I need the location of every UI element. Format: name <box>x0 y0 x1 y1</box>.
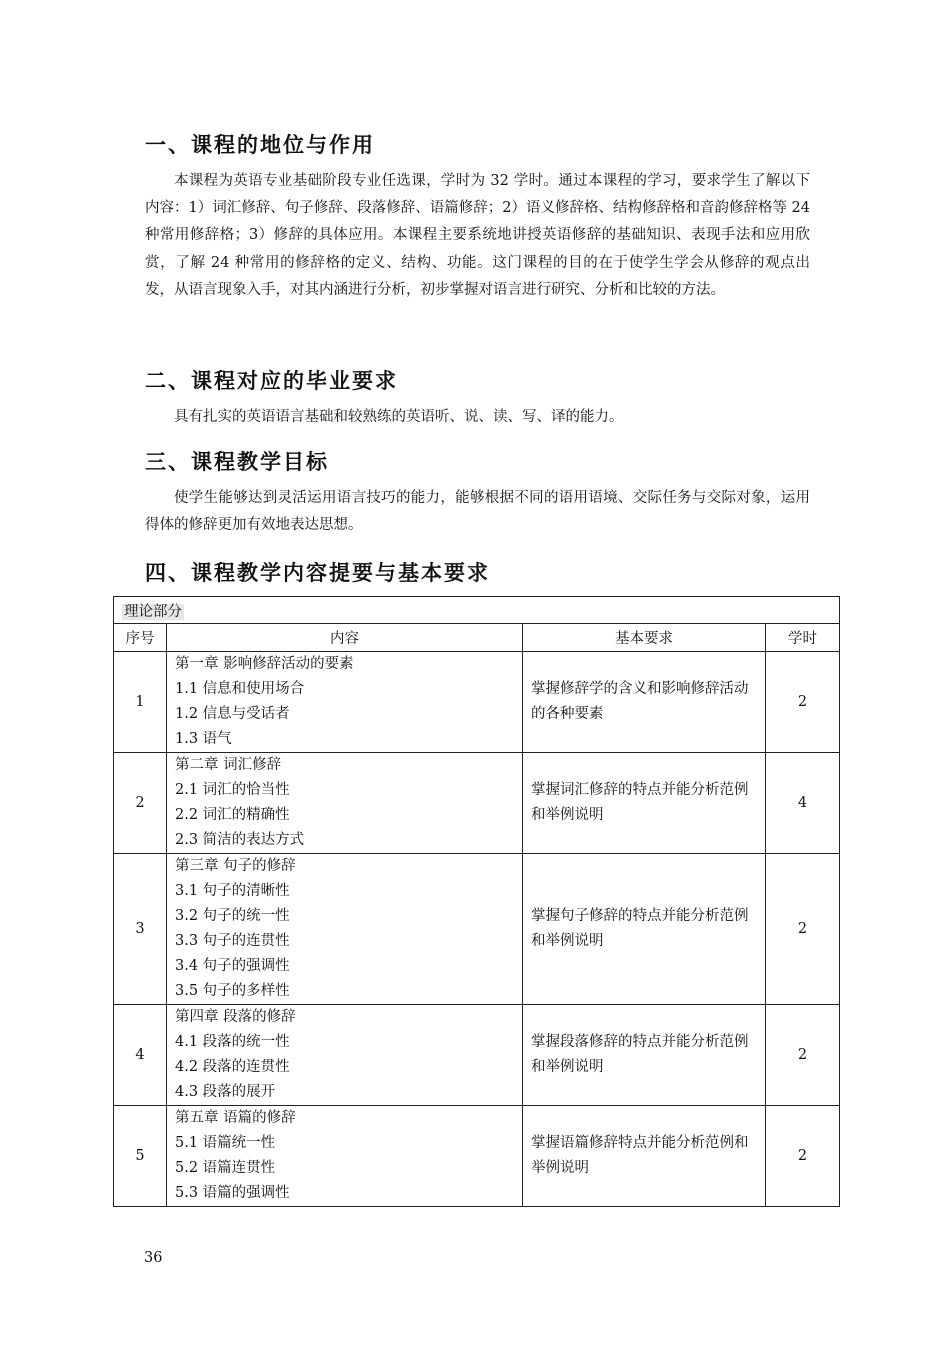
content-line: 1.1 信息和使用场合 <box>175 681 305 697</box>
table-part-cell <box>114 597 840 624</box>
content-line: 第三章 句子的修辞 <box>175 858 296 874</box>
row-number: 2 <box>114 753 167 854</box>
row-hours: 2 <box>766 652 840 753</box>
table-row <box>114 854 840 1005</box>
content-line: 第一章 影响修辞活动的要素 <box>175 656 354 672</box>
column-header-hours: 学时 <box>766 624 840 652</box>
content-line: 3.4 句子的强调性 <box>175 958 290 974</box>
content-line: 2.3 简洁的表达方式 <box>175 832 305 848</box>
row-requirement: 掌握语篇修辞特点并能分析范例和举例说明 <box>523 1106 766 1207</box>
table-header-row <box>114 624 840 652</box>
course-content-table <box>113 596 840 1207</box>
content-line: 3.3 句子的连贯性 <box>175 933 290 949</box>
content-line: 4.2 段落的连贯性 <box>175 1059 290 1075</box>
table-part-row <box>114 597 840 624</box>
row-number: 4 <box>114 1005 167 1106</box>
table-row <box>114 1005 840 1106</box>
table-row <box>114 1106 840 1207</box>
row-hours: 2 <box>766 1106 840 1207</box>
row-content <box>167 652 523 753</box>
content-line: 第二章 词汇修辞 <box>175 757 282 773</box>
section-heading-1: 一、课程的地位与作用 <box>145 133 375 157</box>
content-line: 3.1 句子的清晰性 <box>175 883 290 899</box>
content-line: 5.2 语篇连贯性 <box>175 1160 276 1176</box>
content-line: 5.1 语篇统一性 <box>175 1135 276 1151</box>
table-part-label: 理论部分 <box>124 603 182 620</box>
column-header-requirement: 基本要求 <box>523 624 766 652</box>
row-number: 5 <box>114 1106 167 1207</box>
section-heading-3: 三、课程教学目标 <box>145 450 329 474</box>
row-hours: 2 <box>766 1005 840 1106</box>
section-paragraph-2: 具有扎实的英语语言基础和较熟练的英语听、说、读、写、译的能力。 <box>174 409 624 425</box>
content-line: 第四章 段落的修辞 <box>175 1009 296 1025</box>
section-heading-4: 四、课程教学内容提要与基本要求 <box>145 561 490 585</box>
table-row <box>114 652 840 753</box>
row-content <box>167 854 523 1005</box>
section-heading-2: 二、课程对应的毕业要求 <box>145 369 398 393</box>
column-header-num: 序号 <box>114 624 167 652</box>
row-content <box>167 1005 523 1106</box>
row-requirement: 掌握句子修辞的特点并能分析范例和举例说明 <box>523 854 766 1005</box>
content-line: 3.2 句子的统一性 <box>175 908 290 924</box>
row-hours: 4 <box>766 753 840 854</box>
content-line: 5.3 语篇的强调性 <box>175 1185 290 1201</box>
row-number: 1 <box>114 652 167 753</box>
content-line: 4.3 段落的展开 <box>175 1084 276 1100</box>
content-line: 4.1 段落的统一性 <box>175 1034 290 1050</box>
content-line: 第五章 语篇的修辞 <box>175 1110 296 1126</box>
content-line: 2.2 词汇的精确性 <box>175 807 290 823</box>
section-paragraph-3: 使学生能够达到灵活运用语言技巧的能力，能够根据不同的语用语境、交际任务与交际对象，运用得体的修辞更加有效地表达思想。 <box>145 490 810 534</box>
row-content <box>167 753 523 854</box>
row-requirement: 掌握段落修辞的特点并能分析范例和举例说明 <box>523 1005 766 1106</box>
table-row <box>114 753 840 854</box>
row-content <box>167 1106 523 1207</box>
content-line: 1.3 语气 <box>175 731 232 747</box>
content-line: 1.2 信息与受话者 <box>175 706 290 722</box>
row-number: 3 <box>114 854 167 1005</box>
page-number: 36 <box>144 1250 163 1266</box>
row-requirement: 掌握修辞学的含义和影响修辞活动的各种要素 <box>523 652 766 753</box>
content-line: 3.5 句子的多样性 <box>175 983 290 999</box>
content-line: 2.1 词汇的恰当性 <box>175 782 290 798</box>
column-header-content: 内容 <box>167 624 523 652</box>
row-requirement: 掌握词汇修辞的特点并能分析范例和举例说明 <box>523 753 766 854</box>
section-paragraph-1: 本课程为英语专业基础阶段专业任选课，学时为 32 学时。通过本课程的学习，要求学生了解以下内容：1）词汇修辞、句子修辞、段落修辞、语篇修辞；2）语义修辞格、结构修辞格和音韵修辞格等 24 种常用修辞格；3）修辞的具体应用。本课程主要系统地讲授英语修辞的基础知识、表现手法和应用欣赏，了解 24 种常用的修辞格的定义、结构、功能。这门课程的目的在于使学生学会从修辞的观点出发，从语言现象入手，对其内涵进行分析，初步掌握对语言进行研究、分析和比较的方法。 <box>145 173 811 298</box>
row-hours: 2 <box>766 854 840 1005</box>
